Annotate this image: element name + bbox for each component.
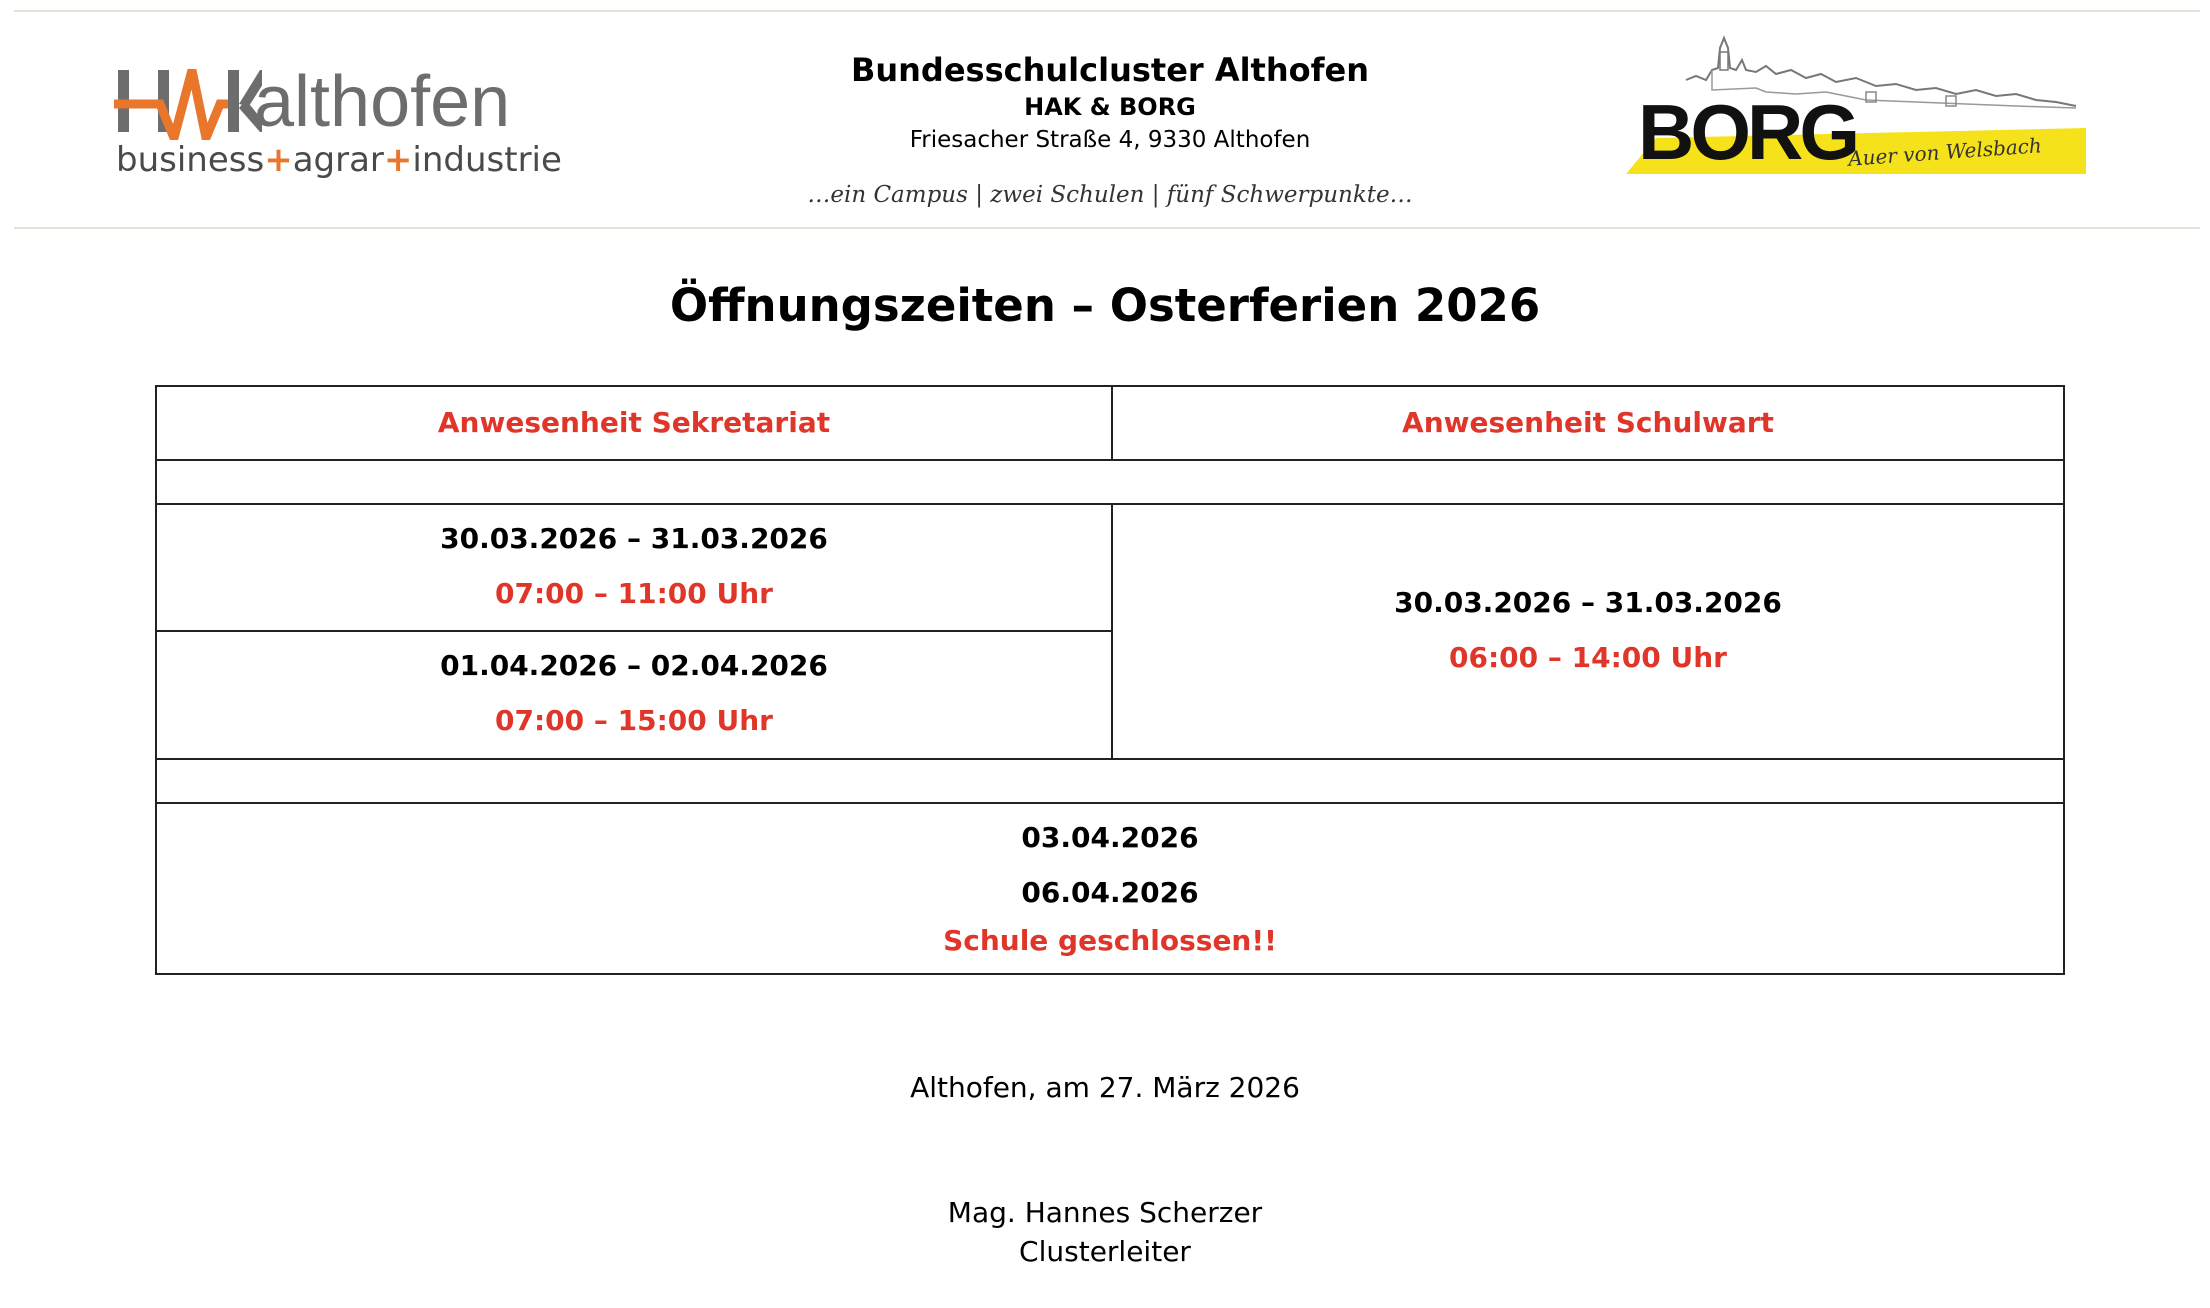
document-title: Öffnungszeiten – Osterferien 2026	[669, 279, 1541, 332]
school-cluster-name: Bundesschulcluster Althofen	[850, 51, 1370, 89]
tagline-agrar: agrar	[292, 140, 384, 180]
row-divider-sekretariat	[157, 630, 1112, 632]
signatory-role: Clusterleiter	[1019, 1235, 1191, 1268]
header-sekretariat: Anwesenheit Sekretariat	[437, 406, 831, 439]
closed-note: Schule geschlossen!!	[943, 924, 1277, 957]
borg-logo-word: BORG	[1638, 88, 1856, 176]
sekretariat-time-1: 07:00 – 11:00 Uhr	[495, 577, 773, 610]
borg-logo	[1616, 30, 2096, 180]
schulwart-dates: 30.03.2026 – 31.03.2026	[1394, 586, 1782, 619]
row-divider-block	[157, 758, 2063, 760]
tagline-plus-1: +	[264, 140, 293, 180]
place-and-date: Althofen, am 27. März 2026	[910, 1071, 1300, 1104]
header-schulwart: Anwesenheit Schulwart	[1402, 406, 1774, 439]
closed-date-1: 03.04.2026	[1021, 821, 1199, 854]
sekretariat-time-2: 07:00 – 15:00 Uhr	[495, 704, 773, 737]
opening-hours-table	[155, 385, 2065, 975]
hak-logo-word: althofen	[254, 62, 511, 142]
row-divider-spacer-1	[157, 503, 2063, 505]
school-slogan: …ein Campus | zwei Schulen | fünf Schwerpunkte…	[807, 182, 1413, 208]
school-subtitle: HAK & BORG	[1024, 93, 1196, 121]
tagline-plus-2: +	[383, 140, 413, 180]
hak-letters-graphic	[112, 56, 262, 140]
header-bottom-rule	[14, 227, 2200, 229]
header-top-rule	[14, 10, 2200, 12]
tagline-business: business	[116, 140, 265, 180]
sekretariat-dates-1: 30.03.2026 – 31.03.2026	[440, 522, 828, 555]
hak-althofen-logo	[112, 56, 582, 186]
signatory-name: Mag. Hannes Scherzer	[947, 1196, 1263, 1229]
borg-logo-signature: Auer von Welsbach	[1847, 133, 2043, 171]
schulwart-time: 06:00 – 14:00 Uhr	[1449, 641, 1727, 674]
col-divider-block	[1111, 503, 1113, 760]
sekretariat-dates-2: 01.04.2026 – 02.04.2026	[440, 649, 828, 682]
row-divider-spacer-2	[157, 802, 2063, 804]
school-address: Friesacher Straße 4, 9330 Althofen	[909, 127, 1311, 153]
hak-logo-tagline	[116, 140, 562, 180]
row-divider-header	[157, 459, 2063, 461]
closed-date-2: 06.04.2026	[1021, 876, 1199, 909]
tagline-industrie: industrie	[412, 140, 562, 180]
